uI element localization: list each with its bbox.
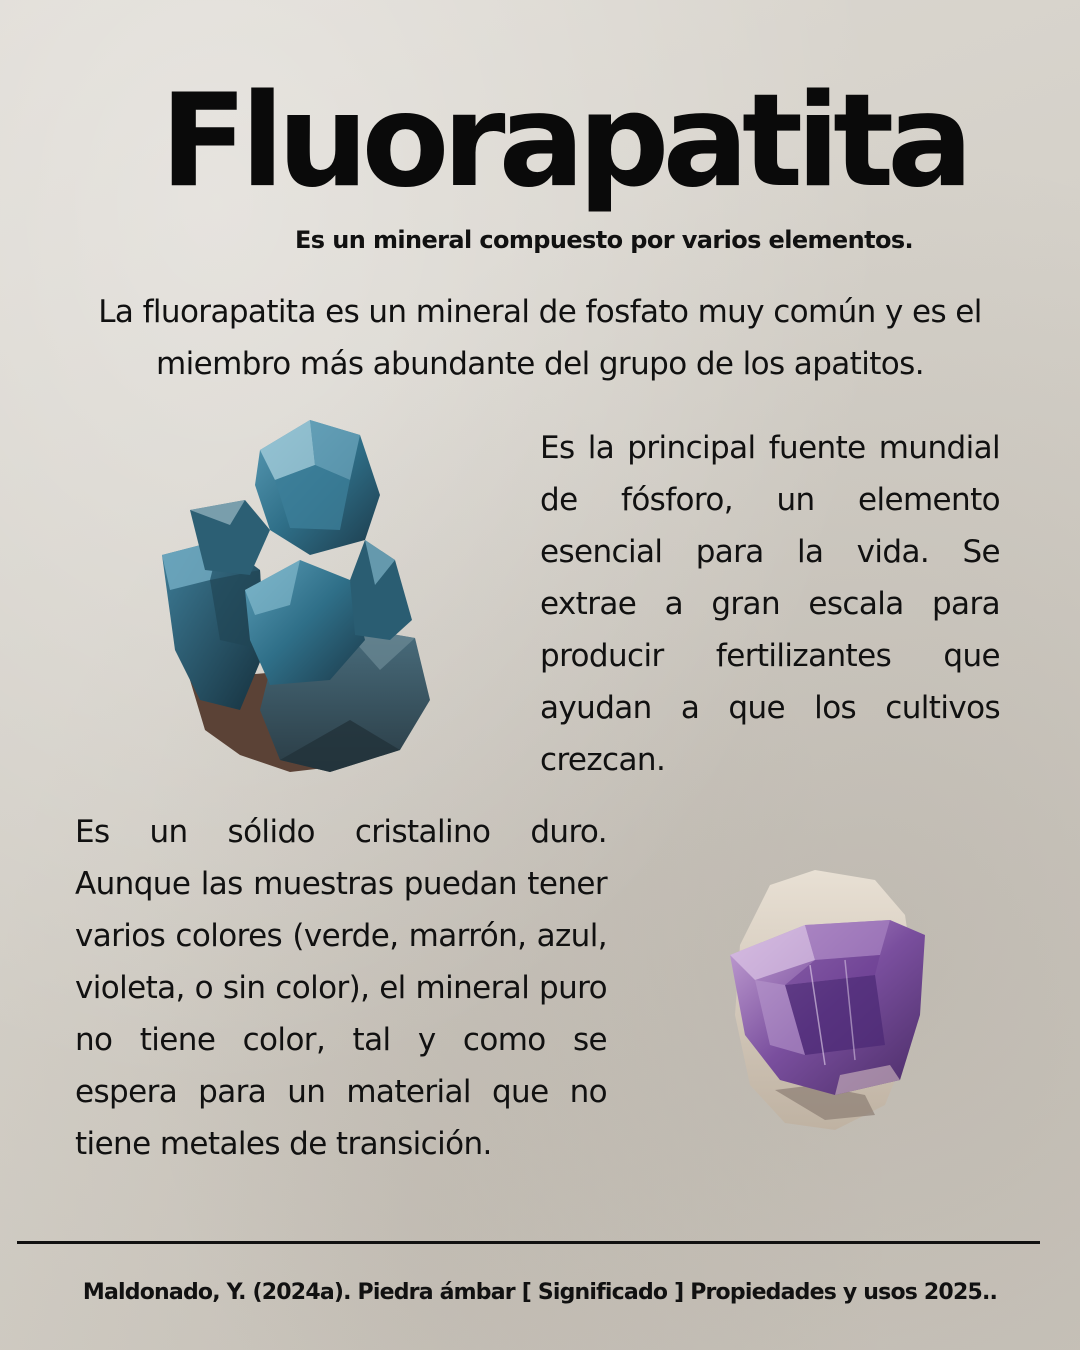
properties-paragraph: Es un sólido cristalino duro. Aunque las muestras puedan tener varios colores (verde, marrón, azul, violeta, o sin color), el mineral puro no tiene color, tal y como se espera para un material que no tiene metales de transición. [75,814,607,1162]
subtitle: Es un mineral compuesto por varios elementos. [295,226,914,254]
purple-fluorapatite-crystal-image [715,865,940,1140]
intro-paragraph: La fluorapatita es un mineral de fosfato muy común y es el miembro más abundante del grupo de los apatitos. [98,294,982,382]
phosphorus-paragraph: Es la principal fuente mundial de fósforo, un elemento esencial para la vida. Se extrae a gran escala para producir fertilizantes que ayudan a que los cultivos crezcan. [540,430,1000,778]
blue-fluorapatite-crystal-image [150,410,450,785]
citation: Maldonado, Y. (2024a). Piedra ámbar [ Significado ] Propiedades y usos 2025.. [82,1280,998,1305]
page-title: Fluorapatita [160,67,967,216]
footer-divider [17,1241,1040,1244]
